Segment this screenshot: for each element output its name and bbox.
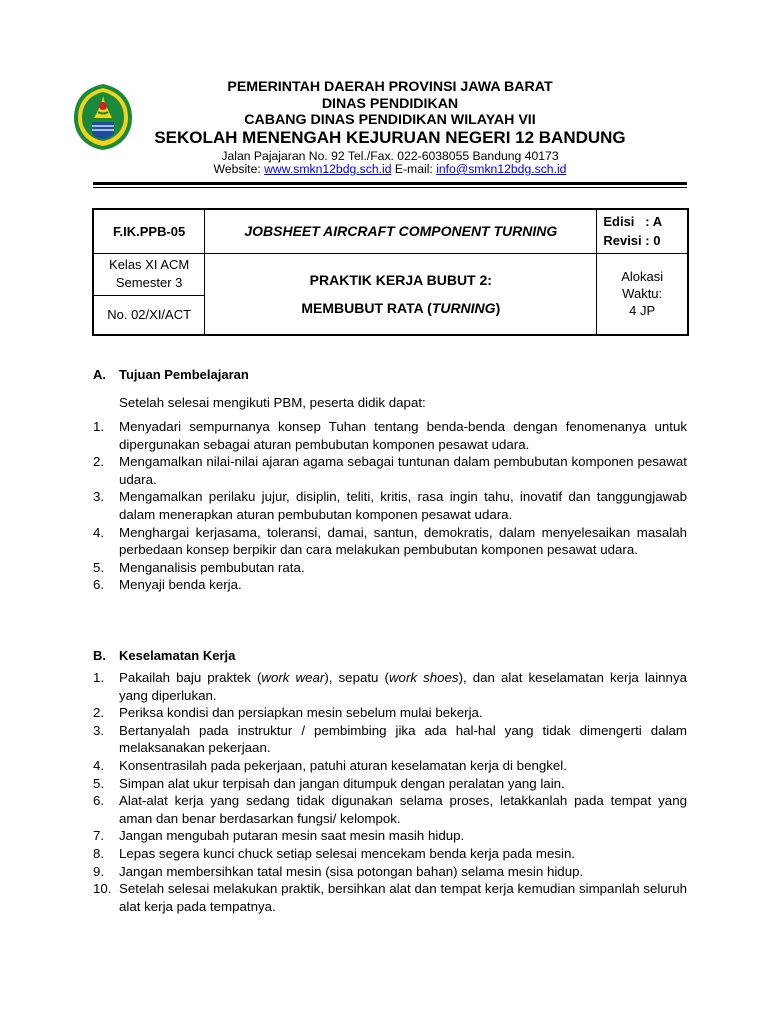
allocation-line3: 4 JP [629,303,656,319]
allocation-cell [597,253,688,335]
emblem-icon [72,82,134,152]
list-item-text: Jangan membersihkan tatal mesin (sisa potongan bahan) selama mesin hidup. [119,863,584,879]
email-link[interactable]: info@smkn12bdg.sch.id [436,162,567,176]
list-item: 1. Pakailah baju praktek (work wear), sepatu (work shoes), dan alat keselamatan kerja lainnya yang diperlukan. [93,670,687,703]
jobsheet-info-table [92,208,689,336]
section-a-heading [93,367,249,382]
safety-rules-list [93,669,687,915]
section-a-letter: A. [93,367,106,382]
class-text: Kelas XI ACM [109,257,190,272]
header-divider-thin [93,187,687,188]
edition-text: Edisi : A [603,214,663,230]
section-a-title: Tujuan Pembelajaran [119,367,249,382]
practice-title-cell [205,253,597,335]
list-item-text: Pakailah baju praktek (work wear), sepatu (work shoes), dan alat keselamatan kerja lainnya yang diperlukan. [119,670,687,703]
section-a-intro: Setelah selesai mengikuti PBM, peserta didik dapat: [119,395,426,410]
list-item: 5. Menganalisis pembubutan rata. [93,559,305,575]
section-b-heading [93,648,235,663]
allocation-line2: Waktu: [622,286,663,302]
list-item: 4. Konsentrasilah pada pekerjaan, patuhi aturan keselamatan kerja di bengkel. [93,757,567,773]
list-item-text: Alat-alat kerja yang sedang tidak digunakan selama proses, letakkanlah pada tempat yang aman dan benar berdasarkan fungsi/ kelompok. [119,793,687,826]
practice-title: PRAKTIK KERJA BUBUT 2: [309,271,492,288]
revision-text: Revisi : 0 [603,233,661,249]
allocation-line1: Alokasi [621,269,664,285]
website-label: Website: [213,162,265,176]
list-item-text: Periksa kondisi dan persiapkan mesin sebelum mulai bekerja. [119,705,483,721]
semester-text: Semester 3 [115,275,183,290]
document-number: No. 02/XI/ACT [93,295,205,335]
list-item: 10. Setelah selesai melakukan praktik, bersihkan alat dan tempat kerja kemudian simpanlah seluruh alat kerja pada tempatnya. [93,881,687,914]
header-divider-thick [93,182,687,185]
list-item-text: Simpan alat ukur terpisah dan jangan ditumpuk dengan peralatan yang lain. [119,775,565,791]
jobsheet-title: JOBSHEET AIRCRAFT COMPONENT TURNING [205,209,597,253]
list-item: 3. Mengamalkan perilaku jujur, disiplin, teliti, kritis, rasa ingin tahu, inovatif dan tanggungjawab dalam menerapkan aturan pembubutan komponen pesawat udara. [93,489,687,522]
list-item-text: Konsentrasilah pada pekerjaan, patuhi aturan keselamatan kerja di bengkel. [119,757,567,773]
website-link[interactable]: www.smkn12bdg.sch.id [264,162,392,176]
header-government: PEMERINTAH DAERAH PROVINSI JAWA BARAT [227,79,553,95]
email-label: E-mail: [391,162,437,176]
header-school-name: SEKOLAH MENENGAH KEJURUAN NEGERI 12 BANDUNG [154,128,626,147]
practice-subtitle-italic: TURNING [431,299,496,316]
header-contacts [150,162,630,176]
list-item: 1. Menyadari sempurnanya konsep Tuhan tentang benda-benda dengan fenomenanya untuk dipergunakan sebagai aturan pembubutan komponen pesawat udara. [93,419,687,452]
list-item: 8. Lepas segera kunci chuck setiap selesai mencekam benda kerja pada mesin. [93,845,576,861]
list-item: 2. Mengamalkan nilai-nilai ajaran agama sebagai tuntunan dalam pembubutan komponen pesawat udara. [93,454,687,487]
header-branch: CABANG DINAS PENDIDIKAN WILAYAH VII [244,112,536,128]
list-item: 6. Menyaji benda kerja. [93,577,242,593]
list-item-text: Menyadari sempurnanya konsep Tuhan tentang benda-benda dengan fenomenanya untuk dipergunakan sebagai aturan pembubutan komponen pesawat udara. [119,419,687,452]
class-semester-cell [93,253,205,295]
list-item: 4. Menghargai kerjasama, toleransi, damai, santun, demokratis, dalam menyelesaikan masalah perbedaan konsep berpikir dan cara melakukan pembubutan komponen pesawat udara. [93,524,687,558]
list-item-text: Menganalisis pembubutan rata. [119,559,305,575]
list-item: 2. Periksa kondisi dan persiapkan mesin sebelum mulai bekerja. [93,705,483,721]
section-b-letter: B. [93,648,106,663]
practice-subtitle: MEMBUBUT RATA (TURNING) [301,299,501,316]
list-item: 7. Jangan mengubah putaran mesin saat mesin masih hidup. [93,828,465,844]
list-item: 6. Alat-alat kerja yang sedang tidak digunakan selama proses, letakkanlah pada tempat yang aman dan benar berdasarkan fungsi/ kelompok. [93,793,687,826]
list-item-text: Lepas segera kunci chuck setiap selesai mencekam benda kerja pada mesin. [119,845,576,861]
list-item: 3. Bertanyalah pada instruktur / pembimbing jika ada hal-hal yang tidak dimengerti dalam melaksanakan pekerjaan. [93,722,687,756]
list-item: 5. Simpan alat ukur terpisah dan jangan ditumpuk dengan peralatan yang lain. [93,775,565,791]
list-item-text: Menyaji benda kerja. [119,577,242,593]
header-address: Jalan Pajajaran No. 92 Tel./Fax. 022-6038055 Bandung 40173 [221,149,559,163]
list-item-text: Mengamalkan perilaku jujur, disiplin, teliti, kritis, rasa ingin tahu, inovatif dan tanggungjawab dalam menerapkan aturan pembubutan komponen pesawat udara. [119,489,687,522]
list-item-text: Jangan mengubah putaran mesin saat mesin masih hidup. [119,828,465,844]
header-department: DINAS PENDIDIKAN [321,96,459,112]
learning-objectives-list [93,418,687,594]
list-item-text: Bertanyalah pada instruktur / pembimbing jika ada hal-hal yang tidak dimengerti dalam melaksanakan pekerjaan. [119,722,687,756]
list-item: 9. Jangan membersihkan tatal mesin (sisa potongan bahan) selama mesin hidup. [93,863,584,879]
edition-revision-cell [597,209,688,253]
form-code: F.IK.PPB-05 [93,209,205,253]
section-b-title: Keselamatan Kerja [119,648,236,663]
province-logo [72,82,134,152]
list-item-text: Mengamalkan nilai-nilai ajaran agama sebagai tuntunan dalam pembubutan komponen pesawat udara. [119,454,687,487]
list-item-text: Setelah selesai melakukan praktik, bersihkan alat dan tempat kerja kemudian simpanlah seluruh alat kerja pada tempatnya. [119,881,687,914]
list-item-text: Menghargai kerjasama, toleransi, damai, santun, demokratis, dalam menyelesaikan masalah perbedaan konsep berpikir dan cara melakukan pembubutan komponen pesawat udara. [119,524,687,558]
